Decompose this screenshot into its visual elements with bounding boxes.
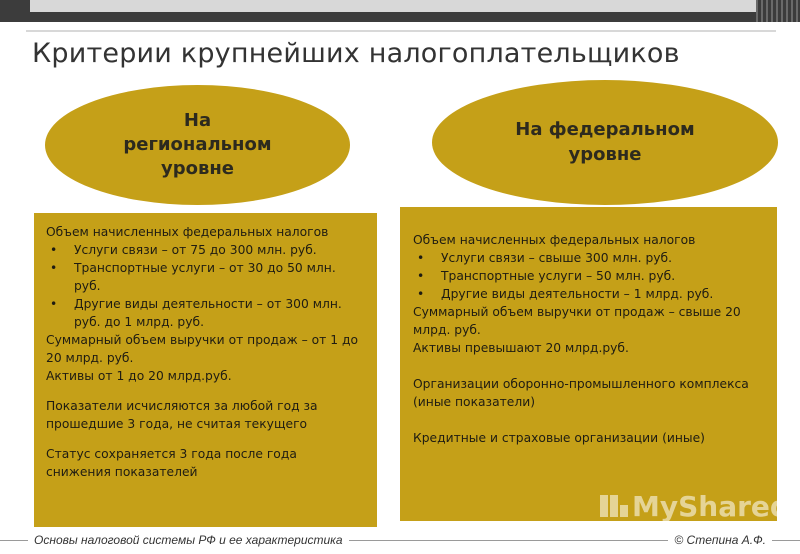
regional-bullet: • Другие виды деятельности – от 300 млн. руб. до 1 млрд. руб. — [46, 295, 365, 331]
federal-bullet: • Услуги связи – свыше 300 млн. руб. — [413, 249, 765, 267]
federal-revenue: Суммарный объем выручки от продаж – свыше 20 млрд. руб. — [413, 305, 741, 337]
regional-heading: На региональном уровне — [123, 109, 272, 180]
top-bar-highlight — [30, 0, 775, 12]
regional-level-oval — [45, 85, 350, 205]
regional-intro: Объем начисленных федеральных налогов — [46, 225, 329, 239]
federal-heading: На федеральном уровне — [515, 119, 695, 165]
slide-title: Критерии крупнейших налогоплательщиков — [32, 38, 680, 69]
federal-bullet: • Транспортные услуги – 50 млн. руб. — [413, 267, 765, 285]
federal-criteria-panel — [400, 207, 777, 521]
header-accent-line — [26, 30, 776, 32]
myshared-logo-icon — [600, 493, 626, 519]
federal-level-oval — [432, 80, 778, 205]
federal-note-defense: Организации оборонно-промышленного комплекса (иные показатели) — [413, 377, 749, 409]
regional-revenue: Суммарный объем выручки от продаж – от 1 до 20 млрд. руб. — [46, 333, 358, 365]
top-bar-stripes — [756, 0, 800, 22]
federal-intro: Объем начисленных федеральных налогов — [413, 233, 696, 247]
federal-bullet: • Другие виды деятельности – 1 млрд. руб. — [413, 285, 765, 303]
federal-note-credit: Кредитные и страховые организации (иные) — [413, 431, 705, 445]
regional-assets: Активы от 1 до 20 млрд.руб. — [46, 369, 232, 383]
regional-bullet-list — [46, 241, 365, 331]
footer-course-title: Основы налоговой системы РФ и ее характеристика — [28, 533, 349, 547]
federal-assets: Активы превышают 20 млрд.руб. — [413, 341, 629, 355]
regional-note-period: Показатели исчисляются за любой год за прошедшие 3 года, не считая текущего — [46, 399, 318, 431]
regional-criteria-panel — [34, 213, 377, 527]
top-bar — [0, 0, 800, 22]
regional-bullet: • Транспортные услуги – от 30 до 50 млн. руб. — [46, 259, 365, 295]
regional-bullet: • Услуги связи – от 75 до 300 млн. руб. — [46, 241, 365, 259]
footer-author: © Степина А.Ф. — [668, 533, 772, 547]
watermark-text: MyShared — [632, 489, 790, 523]
regional-note-status: Статус сохраняется 3 года после года снижения показателей — [46, 447, 297, 479]
myshared-watermark — [600, 486, 790, 526]
federal-bullet-list — [413, 249, 765, 303]
